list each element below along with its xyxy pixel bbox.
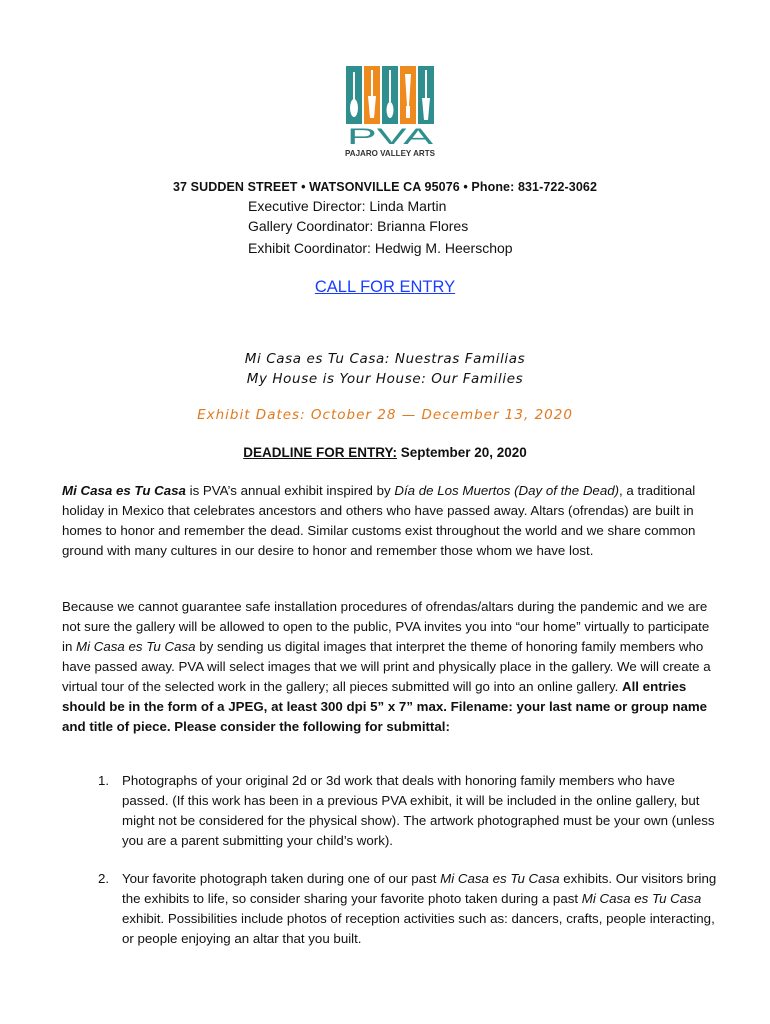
staff-exhibit-coordinator: Exhibit Coordinator: Hedwig M. Heerschop bbox=[248, 240, 513, 256]
body-exhibit-name: Mi Casa es Tu Casa bbox=[76, 639, 196, 654]
list-item-exhibit-name-2: Mi Casa es Tu Casa bbox=[581, 891, 702, 906]
list-item-text-1: Your favorite photograph taken during one of our past bbox=[122, 871, 441, 886]
body-text-1: Because we cannot guarantee safe installation procedures of ofrendas/altars during the pandemic and we are not sure the gallery will be allowed to open to the public, PVA invites you into “our home” virtually to participate in bbox=[62, 599, 710, 654]
list-item-text-3: exhibit. Possibilities include photos of reception activities such as: dancers, crafts, people interacting, or people enjoying an altar that you built. bbox=[122, 911, 715, 946]
exhibit-title-english: My House is Your House: Our Families bbox=[246, 371, 524, 387]
address-line: 37 SUDDEN STREET • WATSONVILLE CA 95076 • Phone: 831-722-3062 bbox=[172, 180, 597, 194]
intro-paragraph bbox=[62, 481, 722, 561]
list-item-text: Photographs of your original 2d or 3d work that deals with honoring family members who have passed. (If this work has been in a previous PVA exhibit, it will be included in the online gallery, but might not be considered for the physical show). The artwork photographed must be your own (unless you are a parent submitting your child’s work). bbox=[122, 773, 715, 848]
list-item-text bbox=[122, 869, 722, 949]
logo-letters: PVA bbox=[347, 124, 434, 149]
body-paragraph bbox=[62, 597, 722, 737]
body-bold-instructions: All entries should be in the form of a JPEG, at least 300 dpi 5” x 7” max. Filename: your last name or group name and title of piece. Please consider the following for submittal: bbox=[62, 679, 708, 734]
list-item bbox=[62, 771, 722, 851]
list-item-text-2: exhibits. Our visitors bring the exhibits to life, so consider sharing your favorite photo taken during a past bbox=[122, 871, 717, 906]
staff-gallery-coordinator: Gallery Coordinator: Brianna Flores bbox=[248, 218, 469, 234]
intro-exhibit-name: Mi Casa es Tu Casa bbox=[62, 483, 186, 498]
intro-holiday: Día de Los Muertos (Day of the Dead) bbox=[394, 483, 620, 498]
deadline-date: September 20, 2020 bbox=[400, 445, 527, 460]
intro-text-2: , a traditional holiday in Mexico that celebrates ancestors and others who have passed away. Altars (ofrendas) are built in homes to honor and remember the dead. Similar customs exist throughout the world and we share common ground with many cultures in our desire to honor and remember those whom we have lost. bbox=[62, 483, 696, 558]
list-item-exhibit-name: Mi Casa es Tu Casa bbox=[440, 871, 560, 886]
list-item-number: 1. bbox=[98, 773, 110, 788]
pva-logo-graphic bbox=[343, 66, 437, 158]
staff-executive-director: Executive Director: Linda Martin bbox=[248, 198, 447, 214]
exhibit-dates: Exhibit Dates: October 28 — December 13, 2020 bbox=[197, 407, 573, 423]
list-item bbox=[62, 869, 722, 949]
pva-logo bbox=[343, 66, 437, 158]
list-item-number: 2. bbox=[98, 871, 110, 886]
intro-text-1: is PVA’s annual exhibit inspired by bbox=[185, 483, 395, 498]
deadline-label: DEADLINE FOR ENTRY: bbox=[243, 445, 397, 460]
exhibit-title-spanish: Mi Casa es Tu Casa: Nuestras Familias bbox=[244, 351, 526, 367]
call-for-entry-link[interactable]: CALL FOR ENTRY bbox=[314, 278, 456, 296]
deadline-line bbox=[0, 445, 770, 460]
body-text-2: by sending us digital images that interpret the theme of honoring family members who have passed away. PVA will select images that we will print and physically place in the gallery. We will create a virtual tour of the selected work in the gallery; all pieces submitted will go into an online gallery. bbox=[62, 639, 711, 694]
logo-org-name: PAJARO VALLEY ARTS bbox=[345, 148, 436, 158]
